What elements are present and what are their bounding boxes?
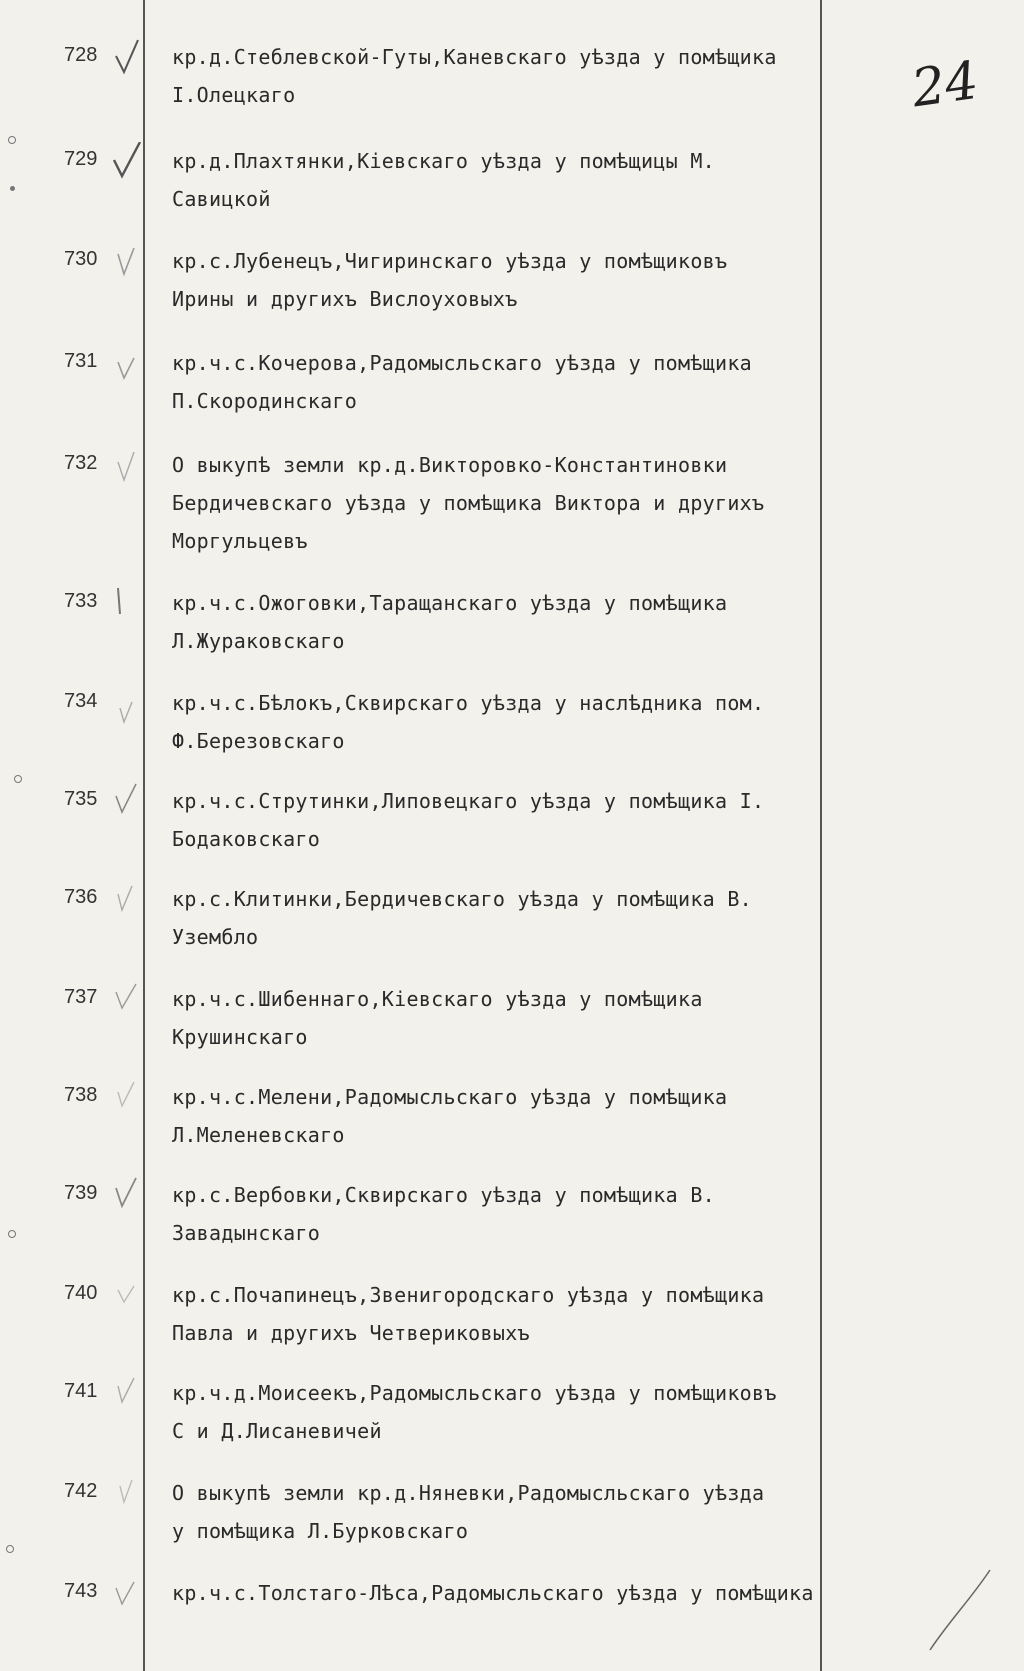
entry-line: кр.с.Лубенецъ,Чигиринскаго уѣзда у помѣщиковъ: [172, 249, 728, 273]
entry-line: кр.ч.с.Струтинки,Липовецкаго уѣзда у помѣщика I.: [172, 789, 765, 813]
checkmark-icon: [112, 142, 142, 182]
scan-speck: [10, 186, 15, 191]
entry-line: Узембло: [172, 925, 259, 949]
entry-line: Савицкой: [172, 187, 271, 211]
entry-line: Моргульцевъ: [172, 529, 308, 553]
entry-text: [172, 242, 832, 318]
entry-line: кр.д.Стеблевской-Гуты,Каневскаго уѣзда у помѣщика: [172, 45, 777, 69]
entry-line: Л.Жураковскаго: [172, 629, 345, 653]
entry-text: [172, 38, 832, 114]
entry-text: [172, 1574, 832, 1612]
entry-text: [172, 344, 832, 420]
entry-text: [172, 1474, 832, 1550]
entry-number: 731: [64, 350, 98, 372]
entry-line: кр.д.Плахтянки,Кіевскаго уѣзда у помѣщицы М.: [172, 149, 716, 173]
entry-line: О выкупѣ земли кр.д.Няневки,Радомысльскаго уѣзда: [172, 1481, 765, 1505]
entry-number: 730: [64, 248, 98, 270]
entry-text: [172, 684, 832, 760]
entry-number: 743: [64, 1580, 98, 1602]
entry-number: 733: [64, 590, 98, 612]
entry-line: у помѣщика Л.Бурковскаго: [172, 1519, 469, 1543]
checkmark-icon: [112, 38, 142, 78]
left-margin-rule: [143, 0, 145, 1671]
entry-number: 740: [64, 1282, 98, 1304]
entry-text: [172, 880, 832, 956]
entry-line: кр.с.Клитинки,Бердичевскаго уѣзда у помѣщика В.: [172, 887, 753, 911]
entry-line: Л.Меленевскаго: [172, 1123, 345, 1147]
entry-line: Павла и другихъ Четвериковыхъ: [172, 1321, 530, 1345]
checkmark-icon: [112, 242, 142, 282]
entry-text: [172, 1276, 832, 1352]
scan-speck: [6, 1545, 14, 1553]
entry-number: 734: [64, 690, 98, 712]
entry-number: 739: [64, 1182, 98, 1204]
entry-number: 741: [64, 1380, 98, 1402]
entry-line: С и Д.Лисаневичей: [172, 1419, 382, 1443]
entry-text: [172, 1176, 832, 1252]
entry-text: [172, 782, 832, 858]
entry-text: [172, 1374, 832, 1450]
entry-line: кр.ч.с.Шибеннаго,Кіевскаго уѣзда у помѣщика: [172, 987, 703, 1011]
checkmark-icon: [112, 1574, 142, 1614]
checkmark-icon: [112, 446, 142, 486]
checkmark-icon: [112, 1474, 142, 1514]
entry-line: кр.ч.с.Кочерова,Радомысльскаго уѣзда у помѣщика: [172, 351, 753, 375]
entry-line: кр.с.Почапинецъ,Звенигородскаго уѣзда у помѣщика: [172, 1283, 765, 1307]
entry-number: 742: [64, 1480, 98, 1502]
scan-speck: [14, 775, 22, 783]
entry-line: кр.ч.с.Ожоговки,Таращанскаго уѣзда у помѣщика: [172, 591, 728, 615]
entry-line: Ф.Березовскаго: [172, 729, 345, 753]
entry-number: 728: [64, 44, 98, 66]
checkmark-icon: [112, 1078, 142, 1118]
scan-speck: [8, 136, 16, 144]
checkmark-icon: [112, 1374, 142, 1414]
scan-speck: [8, 1230, 16, 1238]
entry-text: [172, 584, 832, 660]
entry-line: Крушинскаго: [172, 1025, 308, 1049]
entry-line: Бердичевскаго уѣзда у помѣщика Виктора и другихъ: [172, 491, 765, 515]
entry-number: 729: [64, 148, 98, 170]
checkmark-icon: [112, 1176, 142, 1216]
entry-line: кр.ч.с.Толстаго-Лѣса,Радомысльскаго уѣзда у помѣщика: [172, 1581, 814, 1605]
entry-line: Завадынскаго: [172, 1221, 321, 1245]
checkmark-icon: [112, 980, 142, 1020]
checkmark-icon: [112, 880, 142, 920]
entry-line: Бодаковскаго: [172, 827, 321, 851]
checkmark-icon: [112, 782, 142, 822]
entry-line: О выкупѣ земли кр.д.Викторовко-Константиновки: [172, 453, 728, 477]
entry-number: 737: [64, 986, 98, 1008]
entry-line: кр.ч.д.Моисеекъ,Радомысльскаго уѣзда у помѣщиковъ: [172, 1381, 777, 1405]
entry-line: кр.с.Вербовки,Сквирскаго уѣзда у помѣщика В.: [172, 1183, 716, 1207]
entry-text: [172, 446, 832, 560]
entry-number: 732: [64, 452, 98, 474]
checkmark-icon: [112, 1276, 142, 1316]
entry-line: кр.ч.с.Бѣлокъ,Сквирскаго уѣзда у наслѣдника пом.: [172, 691, 765, 715]
entry-text: [172, 142, 832, 218]
entry-text: [172, 1078, 832, 1154]
checkmark-icon: [112, 344, 142, 384]
entry-line: Ирины и другихъ Вислоуховыхъ: [172, 287, 518, 311]
entry-text: [172, 980, 832, 1056]
entry-line: П.Скородинскаго: [172, 389, 358, 413]
checkmark-icon: [112, 584, 142, 624]
margin-curve-mark: [900, 1560, 1000, 1660]
handwritten-page-number: 24: [908, 50, 983, 120]
entry-number: 735: [64, 788, 98, 810]
entry-line: I.Олецкаго: [172, 83, 296, 107]
entry-number: 736: [64, 886, 98, 908]
checkmark-icon: [112, 684, 142, 724]
entry-number: 738: [64, 1084, 98, 1106]
entry-line: кр.ч.с.Мелени,Радомысльскаго уѣзда у помѣщика: [172, 1085, 728, 1109]
